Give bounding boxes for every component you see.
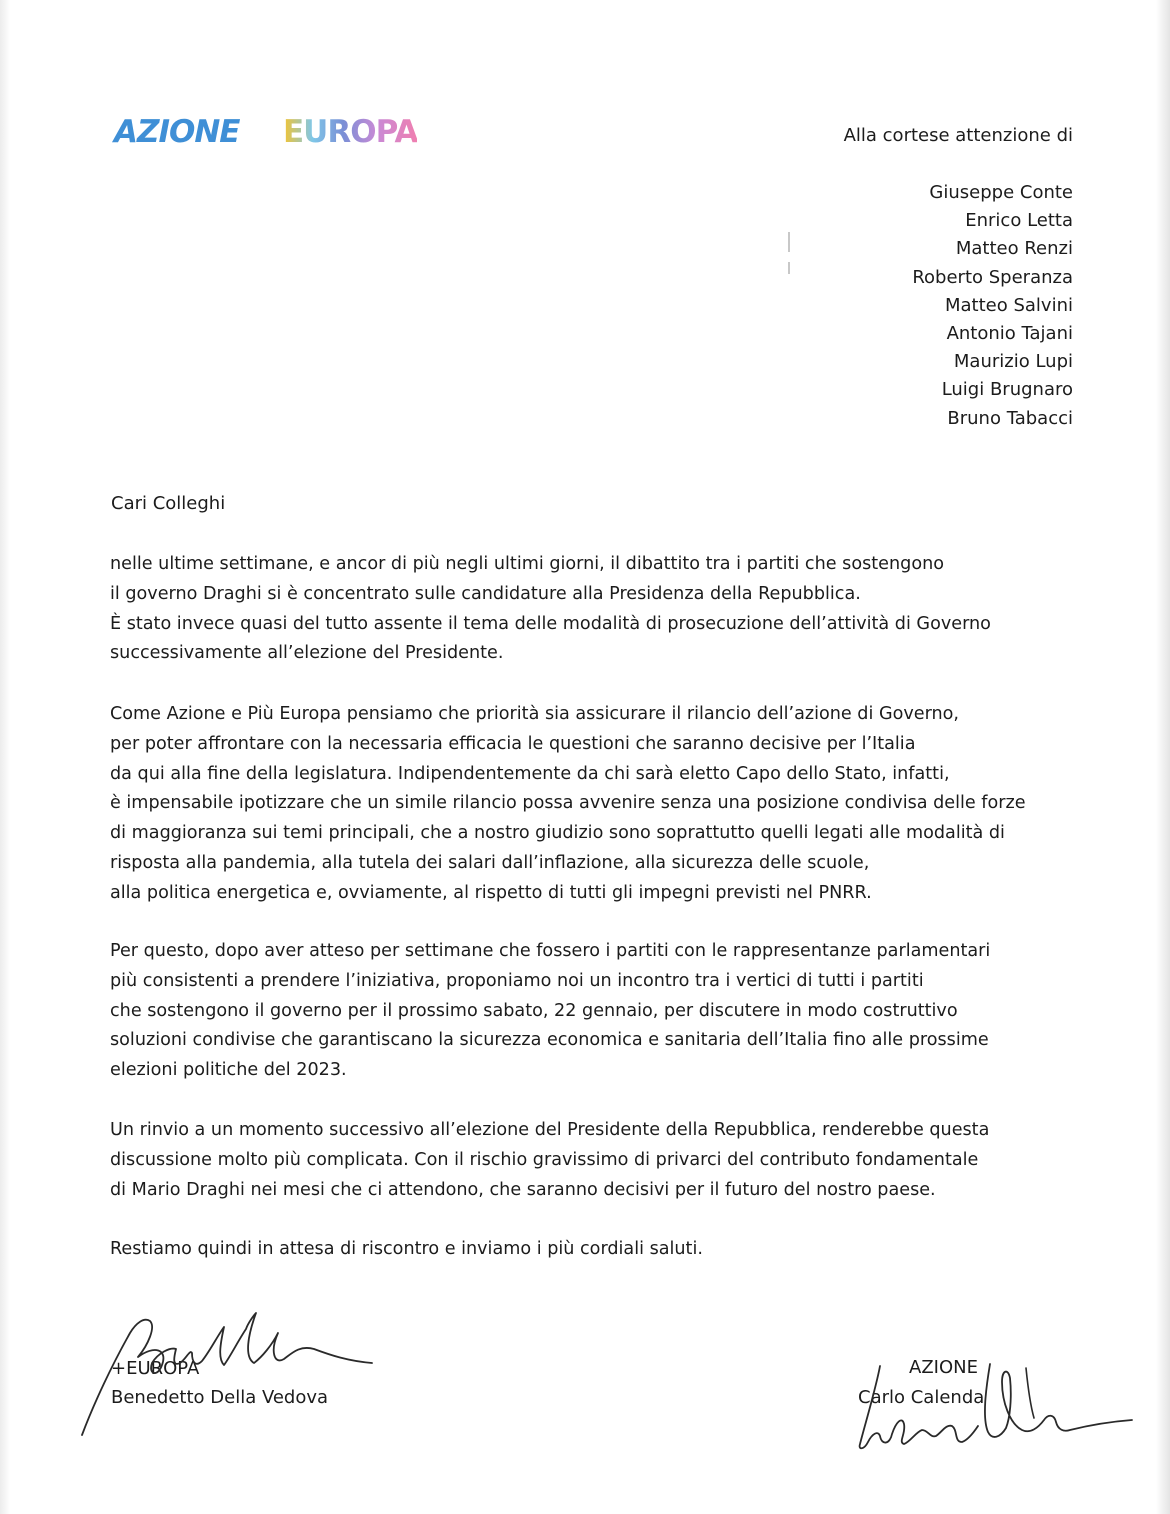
paragraph-line: Per questo, dopo aver atteso per settimane che fossero i partiti con le rappresentanze parlamentari (110, 941, 991, 961)
paragraph-line: Come Azione e Più Europa pensiamo che priorità sia assicurare il rilancio dell’azione di Governo, (110, 704, 960, 724)
paragraph-line: È stato invece quasi del tutto assente il tema delle modalità di prosecuzione dell’attività di Governo (110, 613, 991, 634)
recipient-name: Giuseppe Conte (929, 182, 1073, 203)
paragraph-line: successivamente all’elezione del Presidente. (110, 643, 504, 664)
paragraph-line: di maggioranza sui temi principali, che a nostro giudizio sono soprattutto quelli legati alle modalità di (110, 823, 1005, 844)
body-paragraph (110, 550, 991, 669)
scan-speck (788, 232, 790, 252)
signatory-party-left: +EUROPA (111, 1358, 200, 1379)
paragraph-line: discussione molto più complicata. Con il rischio gravissimo di privarci del contributo fondamentale (110, 1149, 979, 1170)
addressee-heading: Alla cortese attenzione di (843, 125, 1073, 146)
closing-line: Restiamo quindi in attesa di riscontro e inviamo i più cordiali saluti. (110, 1239, 703, 1259)
paragraph-line: risposta alla pandemia, alla tutela dei salari dall’inflazione, alla sicurezza delle scuole, (110, 852, 870, 873)
handwritten-signature-right (850, 1358, 1140, 1458)
paragraph-line: nelle ultime settimane, e ancor di più negli ultimi giorni, il dibattito tra i partiti che sostengono (110, 554, 944, 574)
handwritten-signature-left (78, 1305, 378, 1440)
body-paragraph (110, 1116, 989, 1205)
paragraph-line: di Mario Draghi nei mesi che ci attendono, che saranno decisivi per il futuro del nostro paese. (110, 1179, 936, 1200)
paragraph-line: per poter affrontare con la necessaria efficacia le questioni che saranno decisive per l’Italia (110, 733, 916, 754)
recipient-name: Matteo Salvini (944, 294, 1073, 316)
paragraph-line: che sostengono il governo per il prossimo sabato, 22 gennaio, per discutere in modo costruttivo (110, 1000, 958, 1021)
signatory-name-left: Benedetto Della Vedova (111, 1387, 329, 1408)
paragraph-line: alla politica energetica e, ovviamente, al rispetto di tutti gli impegni previsti nel PNRR. (110, 882, 872, 903)
paragraph-line: elezioni politiche del 2023. (110, 1060, 347, 1081)
paragraph-line: soluzioni condivise che garantiscano la sicurezza economica e sanitaria dell’Italia fino alle prossime (110, 1030, 989, 1051)
paragraph-line: Un rinvio a un momento successivo all’elezione del Presidente della Repubblica, renderebbe questa (110, 1120, 990, 1140)
salutation: Cari Colleghi (111, 493, 226, 514)
recipient-name: Maurizio Lupi (953, 351, 1073, 373)
recipient-name: Enrico Letta (965, 210, 1073, 232)
paragraph-line: da qui alla fine della legislatura. Indipendentemente da chi sarà eletto Capo dello Stato, infatti, (110, 763, 950, 784)
paragraph-line: il governo Draghi si è concentrato sulle candidature alla Presidenza della Repubblica. (110, 583, 861, 604)
paragraph-line: più consistenti a prendere l’iniziativa, proponiamo noi un incontro tra i vertici di tutti i partiti (110, 970, 924, 991)
recipient-list (912, 179, 1073, 433)
page-edge-left (0, 0, 10, 1514)
scan-speck (788, 262, 790, 274)
europa-logo: EUROPA (283, 114, 418, 150)
paragraph-line: è impensabile ipotizzare che un simile rilancio possa avvenire senza una posizione condivisa delle forze (110, 793, 1026, 814)
azione-logo: AZIONE (114, 114, 240, 150)
recipient-name: Matteo Renzi (955, 238, 1073, 260)
body-paragraph (110, 700, 1026, 909)
recipient-name: Bruno Tabacci (947, 407, 1073, 429)
body-paragraph (110, 937, 990, 1086)
page-edge-right (1156, 0, 1170, 1514)
recipient-name: Luigi Brugnaro (941, 379, 1073, 401)
signatory-party-right: AZIONE (909, 1357, 978, 1378)
signatory-name-right: Carlo Calenda (858, 1387, 985, 1408)
recipient-name: Antonio Tajani (946, 322, 1073, 344)
recipient-name: Roberto Speranza (912, 266, 1073, 288)
